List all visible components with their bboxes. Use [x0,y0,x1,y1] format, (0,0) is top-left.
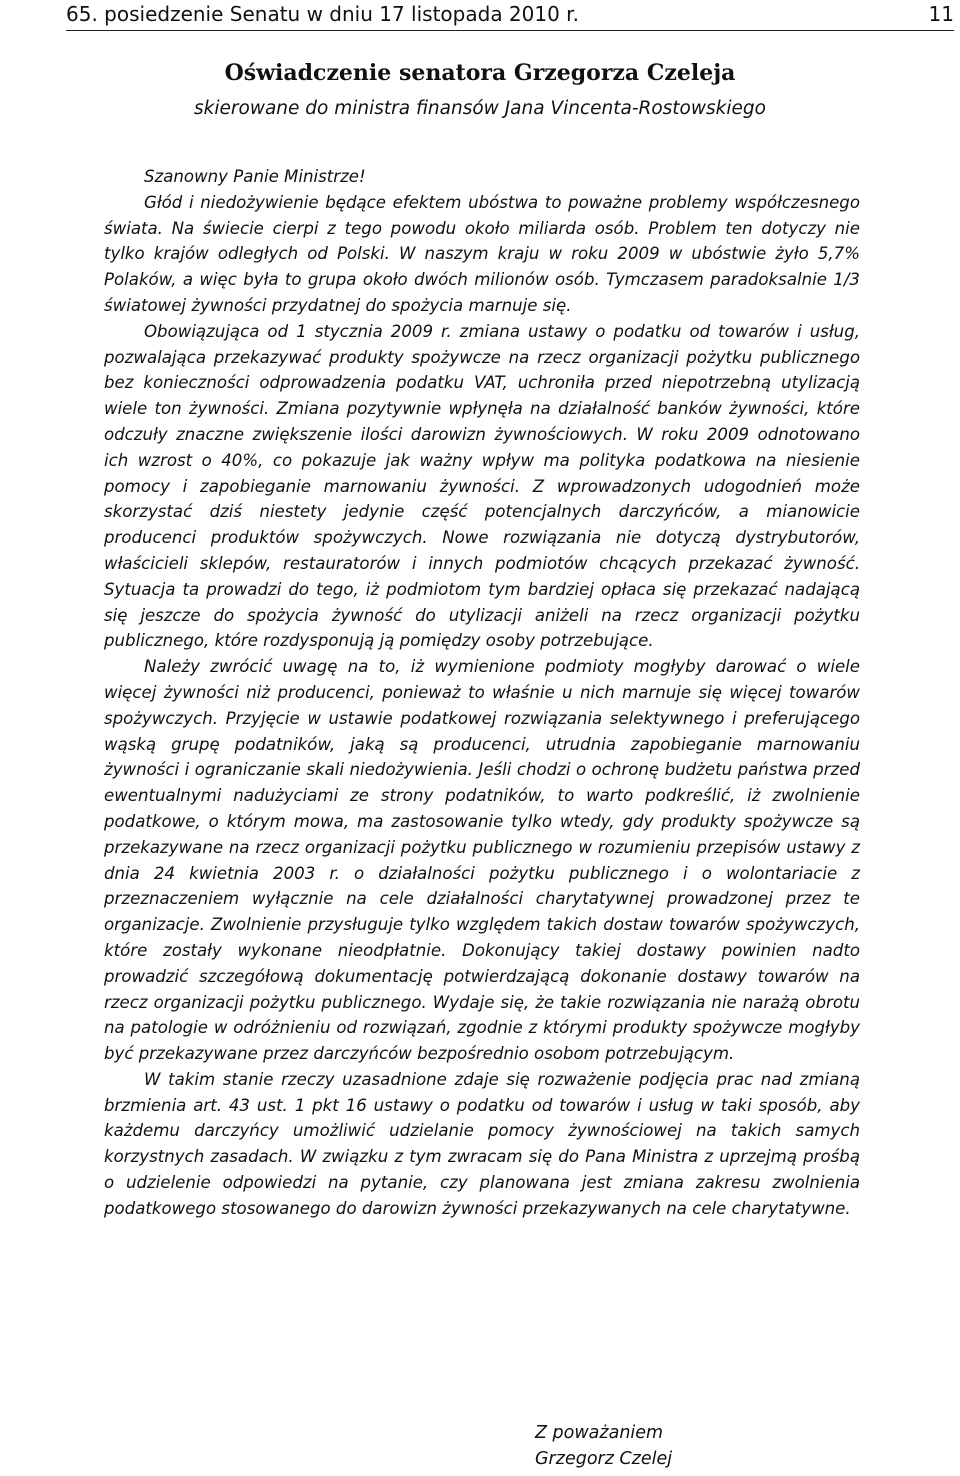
page-header [66,0,954,31]
page-number: 11 [928,2,954,26]
paragraph: W takim stanie rzeczy uzasadnione zdaje się rozważenie podjęcia prac nad zmianą brzmienia art. 43 ust. 1 pkt 16 ustawy o podatku od towarów i usług w taki sposób, aby każdemu darczyńcy umożliwić udzielanie pomocy żywnościowej na takich samych korzystnych zasadach. W związku z tym zwracam się do Pana Ministra z uprzejmą prośbą o udzielenie odpowiedzi na pytanie, czy planowana jest zmiana zakresu zwolnienia podatkowego stosowanego do darowizn żywności przekazywanych na cele charytatywne. [104,1069,860,1218]
header-session-info: 65. posiedzenie Senatu w dniu 17 listopada 2010 r. [66,2,579,26]
paragraph: Głód i niedożywienie będące efektem ubóstwa to poważne problemy współczesnego świata. Na świecie cierpi z tego powodu około miliarda osób. Problem ten dotyczy nie tylko krajów odległych od Polski. W naszym kraju w roku 2009 w ubóstwie żyło 5,7% Polaków, a więc była to grupa około dwóch milionów osób. Tymczasem paradoksalnie 1/3 światowej żywności przydatnej do spożycia marnuje się. [104,192,860,315]
document-title: Oświadczenie senatora Grzegorza Czeleja [224,60,736,86]
paragraph: Należy zwrócić uwagę na to, iż wymienione podmioty mogłyby darować o wiele więcej żywności niż producenci, ponieważ to właśnie u nich marnuje się więcej towarów spożywczych. Przyjęcie w ustawie podatkowej rozwiązania selektywnego i preferującego wąską grupę podatników, jaką są producenci, utrudnia zapobieganie marnowaniu żywności i ograniczanie skali niedożywienia. Jeśli chodzi o ochronę budżetu państwa przed ewentualnymi nadużyciami ze strony podatników, to warto podkreślić, iż zwolnienie podatkowe, o którym mowa, ma zastosowanie tylko wtedy, gdy produkty spożywcze są przekazywane na rzecz organizacji pożytku publicznego w rozumieniu przepisów ustawy z dnia 24 kwietnia 2003 r. o działalności pożytku publicznego i o wolontariacie z przeznaczeniem wyłącznie na cele działalności charytatywnej prowadzonej przez te organizacje. Zwolnienie przysługuje tylko względem takich dostaw towarów spożywczych, które zostały wykonane nieodpłatnie. Dokonujący takiej dostawy powinien nadto prowadzić szczegółową dokumentację potwierdzającą dokonanie dostawy towarów na rzecz organizacji pożytku publicznego. Wydaje się, że takie rozwiązania nie narażą obrotu na patologie w odróżnieniu od rozwiązań, zgodnie z którymi produkty spożywcze mogłyby być przekazywane przez darczyńców bezpośrednio osobom potrzebującym. [104,657,860,1064]
document-subtitle: skierowane do ministra finansów Jana Vincenta-Rostowskiego [194,98,766,119]
document-body [104,164,860,1222]
closing-phrase: Z poważaniem [535,1423,664,1443]
paragraph: Obowiązująca od 1 stycznia 2009 r. zmiana ustawy o podatku od towarów i usług, pozwalająca przekazywać produkty spożywcze na rzecz organizacji pożytku publicznego bez konieczności odprowadzenia podatku VAT, uchroniła przed niepotrzebną utylizacją wiele ton żywności. Zmiana pozytywnie wpłynęła na działalność banków żywności, które odczuły znaczne zwiększenie ilości darowizn żywnościowych. W roku 2009 odnotowano ich wzrost o 40%, co pokazuje jak ważny wpływ ma polityka podatkowa na niesienie pomocy i zapobieganie marnowaniu żywności. Z wprowadzonych udogodnień może skorzystać dziś niestety jedynie część potencjalnych darczyńców, a mianowicie producenci produktów spożywczych. Nowe rozwiązania nie dotyczą dystrybutorów, właścicieli sklepów, restauratorów i innych podmiotów chcących przekazać żywność. Sytuacja ta prowadzi do tego, iż podmiotom tym bardziej opłaca się przekazać nadającą się jeszcze do spożycia żywność do utylizacji aniżeli na rzecz organizacji pożytku publicznego, które rozdysponują ją pomiędzy osoby potrzebujące. [104,321,860,651]
signer-name: Grzegorz Czelej [535,1449,673,1469]
signature-block [535,1420,672,1472]
salutation: Szanowny Panie Ministrze! [144,167,366,186]
